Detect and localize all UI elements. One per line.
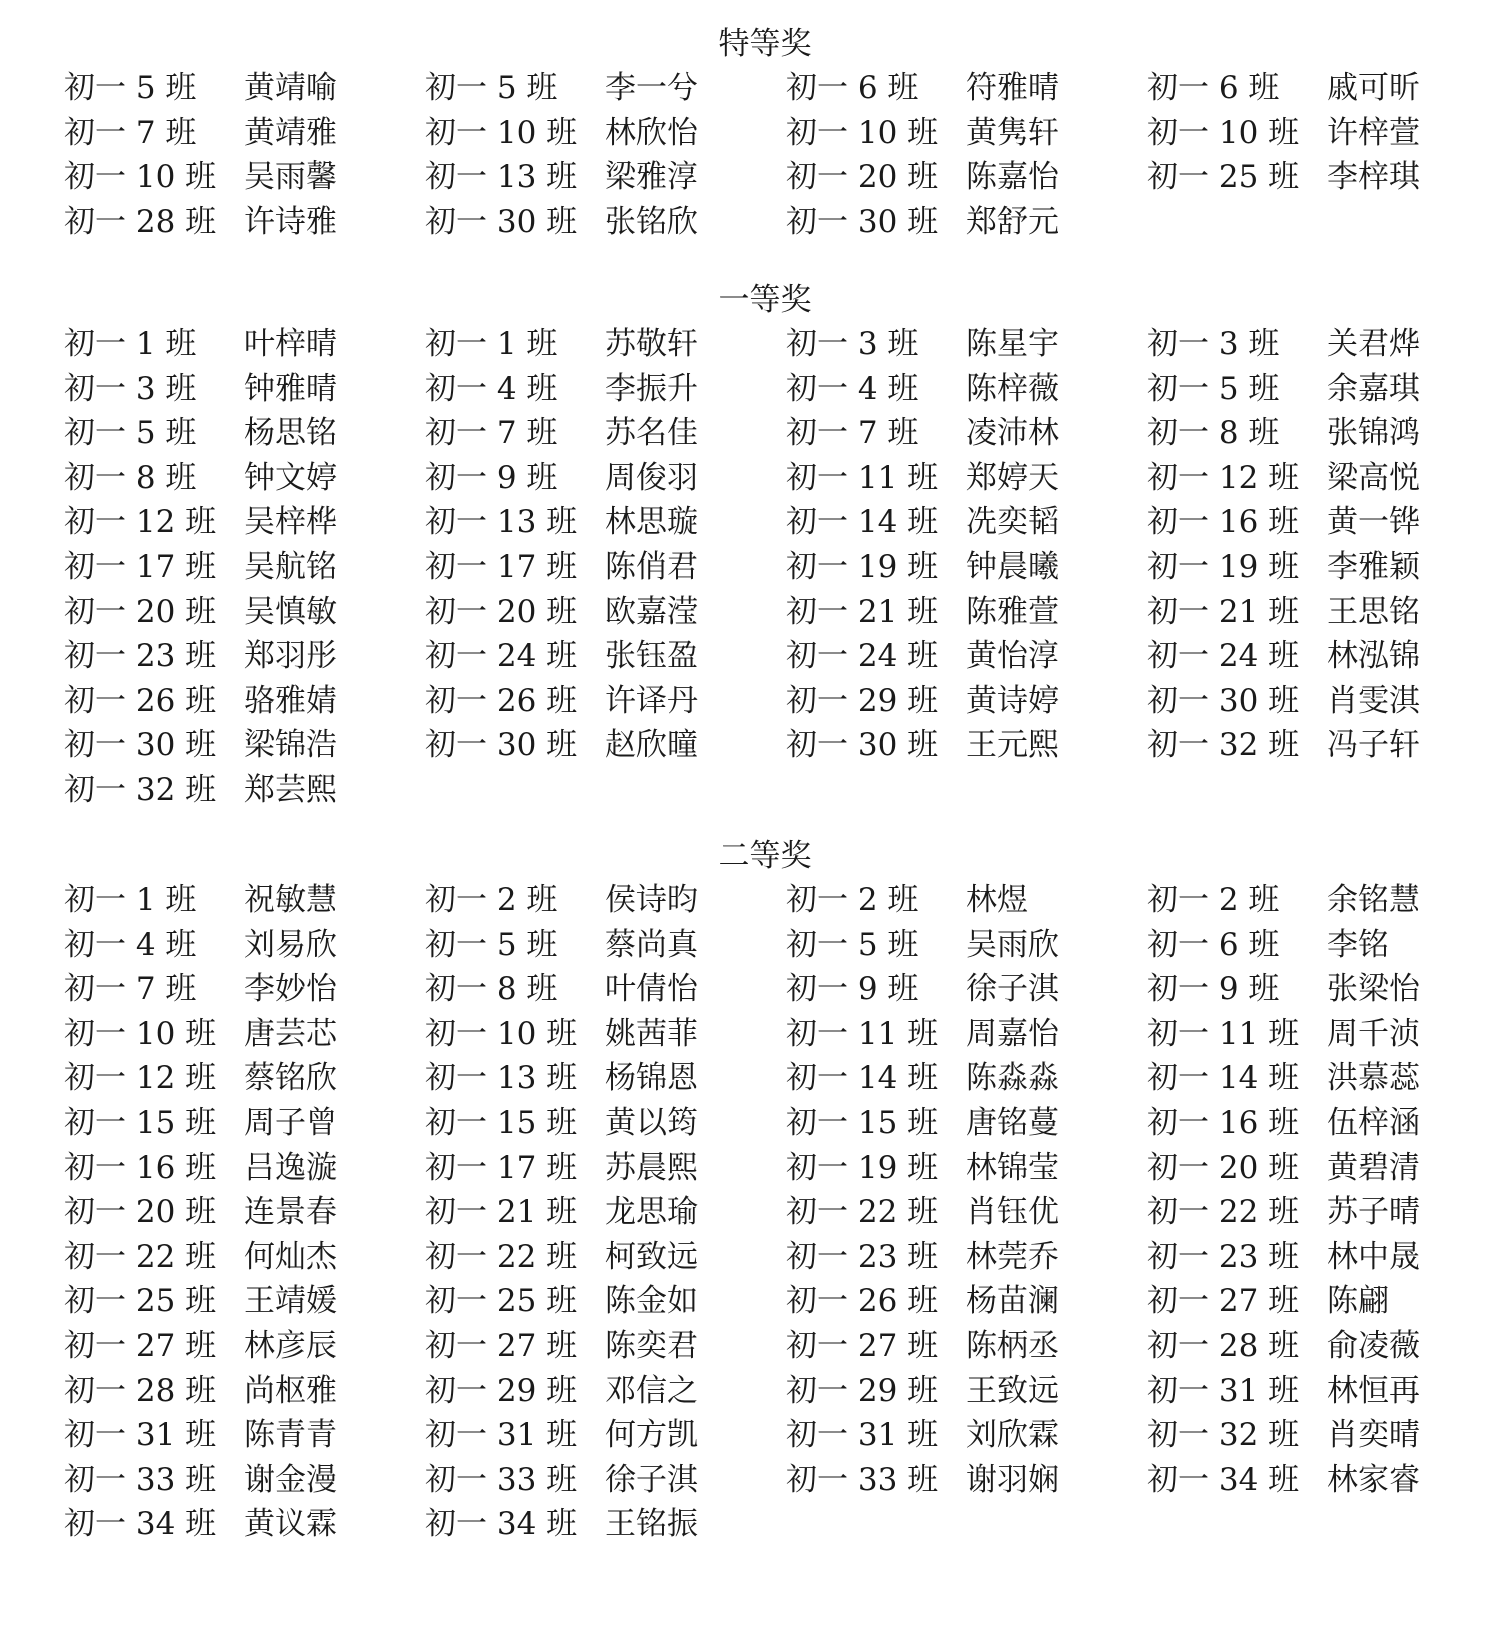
class-label: 初一 12 班 [1147, 459, 1300, 496]
student-name: 周千浈 [1327, 1015, 1420, 1052]
award-row [0, 923, 1500, 968]
class-label: 初一 30 班 [786, 727, 939, 764]
class-label: 初一 16 班 [1147, 504, 1300, 541]
class-label: 初一 31 班 [425, 1417, 578, 1454]
student-name: 许译丹 [605, 682, 698, 719]
student-name: 余铭慧 [1327, 882, 1420, 918]
class-label: 初一 9 班 [425, 459, 558, 496]
student-name: 林泓锦 [1327, 638, 1420, 675]
class-label: 初一 16 班 [1147, 1104, 1300, 1141]
class-label: 初一 6 班 [1147, 70, 1280, 106]
class-label: 初一 30 班 [64, 727, 217, 764]
student-name: 郑婷天 [966, 459, 1059, 496]
student-name: 王元熙 [966, 727, 1059, 764]
student-name: 邓信之 [605, 1372, 698, 1409]
class-label: 初一 28 班 [1147, 1327, 1300, 1364]
class-label: 初一 22 班 [64, 1238, 217, 1275]
student-name: 杨锦恩 [605, 1060, 698, 1097]
award-row [0, 1413, 1500, 1458]
student-name: 尚枢雅 [244, 1372, 337, 1409]
student-name: 周子曾 [244, 1104, 337, 1141]
student-name: 杨思铭 [244, 415, 337, 452]
class-label: 初一 29 班 [425, 1372, 578, 1409]
student-name: 陈梓薇 [966, 370, 1059, 407]
class-label: 初一 34 班 [64, 1506, 217, 1543]
student-name: 黄一铧 [1327, 504, 1420, 541]
award-entries [0, 66, 1500, 244]
class-label: 初一 3 班 [1147, 326, 1280, 362]
class-label: 初一 23 班 [64, 638, 217, 675]
section-title: 特等奖 [718, 26, 812, 62]
class-label: 初一 20 班 [1147, 1149, 1300, 1186]
class-label: 初一 10 班 [786, 114, 939, 151]
award-row [0, 1190, 1500, 1235]
student-name: 林思璇 [605, 504, 698, 541]
class-label: 初一 27 班 [425, 1327, 578, 1364]
student-name: 何方凯 [605, 1417, 698, 1454]
class-label: 初一 23 班 [786, 1238, 939, 1275]
class-label: 初一 25 班 [425, 1283, 578, 1320]
award-row [0, 1458, 1500, 1503]
class-label: 初一 12 班 [64, 504, 217, 541]
award-row [0, 634, 1500, 679]
class-label: 初一 7 班 [786, 415, 919, 452]
student-name: 林锦莹 [966, 1149, 1059, 1186]
student-name: 王致远 [966, 1372, 1059, 1409]
student-name: 林莞乔 [966, 1238, 1059, 1275]
class-label: 初一 7 班 [64, 971, 197, 1008]
student-name: 郑羽彤 [244, 638, 337, 675]
student-name: 陈奕君 [605, 1327, 698, 1364]
class-label: 初一 31 班 [1147, 1372, 1300, 1409]
class-label: 初一 34 班 [425, 1506, 578, 1543]
class-label: 初一 9 班 [1147, 971, 1280, 1008]
class-label: 初一 34 班 [1147, 1461, 1300, 1498]
class-label: 初一 27 班 [1147, 1283, 1300, 1320]
class-label: 初一 4 班 [64, 926, 197, 963]
award-row [0, 1279, 1500, 1324]
student-name: 陈星宇 [966, 326, 1059, 362]
student-name: 黄诗婷 [966, 682, 1059, 719]
student-name: 肖雯淇 [1327, 682, 1420, 719]
class-label: 初一 13 班 [425, 1060, 578, 1097]
class-label: 初一 22 班 [1147, 1194, 1300, 1231]
student-name: 陈青青 [244, 1417, 337, 1454]
student-name: 李梓琪 [1327, 159, 1420, 196]
student-name: 林欣怡 [605, 114, 698, 151]
student-name: 黄隽轩 [966, 114, 1059, 151]
award-row [0, 500, 1500, 545]
award-row [0, 66, 1500, 111]
student-name: 苏敬轩 [605, 326, 698, 362]
class-label: 初一 20 班 [425, 593, 578, 630]
class-label: 初一 23 班 [1147, 1238, 1300, 1275]
class-label: 初一 29 班 [786, 1372, 939, 1409]
award-row [0, 322, 1500, 367]
award-entries [0, 878, 1500, 1547]
class-label: 初一 17 班 [64, 548, 217, 585]
student-name: 周俊羽 [605, 459, 698, 496]
student-name: 苏子晴 [1327, 1194, 1420, 1231]
class-label: 初一 5 班 [64, 70, 197, 106]
student-name: 张铭欣 [605, 203, 698, 240]
class-label: 初一 24 班 [1147, 638, 1300, 675]
student-name: 肖奕晴 [1327, 1417, 1420, 1454]
class-label: 初一 29 班 [786, 682, 939, 719]
class-label: 初一 33 班 [425, 1461, 578, 1498]
student-name: 陈金如 [605, 1283, 698, 1320]
student-name: 黄怡淳 [966, 638, 1059, 675]
class-label: 初一 11 班 [786, 1015, 939, 1052]
class-label: 初一 5 班 [425, 926, 558, 963]
student-name: 冯子轩 [1327, 727, 1420, 764]
student-name: 陈淼淼 [966, 1060, 1059, 1097]
student-name: 连景春 [244, 1194, 337, 1231]
class-label: 初一 33 班 [64, 1461, 217, 1498]
award-row [0, 111, 1500, 156]
class-label: 初一 7 班 [64, 114, 197, 151]
class-label: 初一 3 班 [786, 326, 919, 362]
class-label: 初一 26 班 [425, 682, 578, 719]
student-name: 吴慎敏 [244, 593, 337, 630]
award-row [0, 1324, 1500, 1369]
student-name: 林中晟 [1327, 1238, 1420, 1275]
class-label: 初一 17 班 [425, 1149, 578, 1186]
student-name: 洪慕蕊 [1327, 1060, 1420, 1097]
class-label: 初一 31 班 [64, 1417, 217, 1454]
class-label: 初一 30 班 [425, 203, 578, 240]
student-name: 唐铭蔓 [966, 1104, 1059, 1141]
student-name: 梁锦浩 [244, 727, 337, 764]
student-name: 林家睿 [1327, 1461, 1420, 1498]
student-name: 许梓萱 [1327, 114, 1420, 151]
class-label: 初一 32 班 [1147, 727, 1300, 764]
class-label: 初一 22 班 [425, 1238, 578, 1275]
student-name: 梁高悦 [1327, 459, 1420, 496]
class-label: 初一 16 班 [64, 1149, 217, 1186]
class-label: 初一 7 班 [425, 415, 558, 452]
class-label: 初一 27 班 [64, 1327, 217, 1364]
student-name: 王思铭 [1327, 593, 1420, 630]
class-label: 初一 25 班 [64, 1283, 217, 1320]
student-name: 王靖媛 [244, 1283, 337, 1320]
award-row [0, 679, 1500, 724]
class-label: 初一 12 班 [64, 1060, 217, 1097]
student-name: 柯致远 [605, 1238, 698, 1275]
class-label: 初一 20 班 [64, 1194, 217, 1231]
student-name: 黄议霖 [244, 1506, 337, 1543]
class-label: 初一 28 班 [64, 1372, 217, 1409]
student-name: 李铭 [1327, 926, 1389, 963]
student-name: 李振升 [605, 370, 698, 407]
student-name: 林彦辰 [244, 1327, 337, 1364]
award-row [0, 1146, 1500, 1191]
class-label: 初一 5 班 [425, 70, 558, 106]
class-label: 初一 11 班 [786, 459, 939, 496]
class-label: 初一 21 班 [1147, 593, 1300, 630]
class-label: 初一 14 班 [786, 1060, 939, 1097]
class-label: 初一 4 班 [786, 370, 919, 407]
class-label: 初一 1 班 [64, 326, 197, 362]
student-name: 黄靖喻 [244, 70, 337, 106]
student-name: 吴梓桦 [244, 504, 337, 541]
award-row [0, 1056, 1500, 1101]
class-label: 初一 8 班 [425, 971, 558, 1008]
student-name: 叶倩怡 [605, 971, 698, 1008]
class-label: 初一 1 班 [64, 882, 197, 918]
award-row [0, 456, 1500, 501]
student-name: 张锦鸿 [1327, 415, 1420, 452]
class-label: 初一 5 班 [1147, 370, 1280, 407]
class-label: 初一 31 班 [786, 1417, 939, 1454]
student-name: 侯诗昀 [605, 882, 698, 918]
class-label: 初一 28 班 [64, 203, 217, 240]
student-name: 张钰盈 [605, 638, 698, 675]
class-label: 初一 19 班 [786, 548, 939, 585]
student-name: 骆雅婧 [244, 682, 337, 719]
student-name: 李妙怡 [244, 971, 337, 1008]
student-name: 郑芸熙 [244, 771, 337, 808]
class-label: 初一 15 班 [786, 1104, 939, 1141]
award-row [0, 155, 1500, 200]
class-label: 初一 10 班 [425, 114, 578, 151]
student-name: 谢羽娴 [966, 1461, 1059, 1498]
class-label: 初一 14 班 [786, 504, 939, 541]
student-name: 祝敏慧 [244, 882, 337, 918]
student-name: 陈嘉怡 [966, 159, 1059, 196]
class-label: 初一 33 班 [786, 1461, 939, 1498]
class-label: 初一 10 班 [64, 159, 217, 196]
student-name: 钟文婷 [244, 459, 337, 496]
student-name: 吴雨馨 [244, 159, 337, 196]
student-name: 林煜 [966, 882, 1028, 918]
student-name: 陈俏君 [605, 548, 698, 585]
student-name: 冼奕韬 [966, 504, 1059, 541]
student-name: 肖钰优 [966, 1194, 1059, 1231]
class-label: 初一 5 班 [64, 415, 197, 452]
student-name: 刘易欣 [244, 926, 337, 963]
student-name: 吴航铭 [244, 548, 337, 585]
class-label: 初一 27 班 [786, 1327, 939, 1364]
class-label: 初一 2 班 [786, 882, 919, 918]
class-label: 初一 21 班 [786, 593, 939, 630]
class-label: 初一 19 班 [1147, 548, 1300, 585]
award-row [0, 967, 1500, 1012]
student-name: 徐子淇 [966, 971, 1059, 1008]
award-row [0, 723, 1500, 768]
class-label: 初一 2 班 [1147, 882, 1280, 918]
class-label: 初一 26 班 [64, 682, 217, 719]
award-row [0, 367, 1500, 412]
class-label: 初一 30 班 [425, 727, 578, 764]
class-label: 初一 24 班 [786, 638, 939, 675]
class-label: 初一 32 班 [64, 771, 217, 808]
award-entries [0, 322, 1500, 813]
class-label: 初一 13 班 [425, 159, 578, 196]
student-name: 谢金漫 [244, 1461, 337, 1498]
award-row [0, 200, 1500, 245]
class-label: 初一 4 班 [425, 370, 558, 407]
class-label: 初一 11 班 [1147, 1015, 1300, 1052]
class-label: 初一 30 班 [786, 203, 939, 240]
class-label: 初一 13 班 [425, 504, 578, 541]
student-name: 唐芸芯 [244, 1015, 337, 1052]
class-label: 初一 6 班 [1147, 926, 1280, 963]
class-label: 初一 10 班 [64, 1015, 217, 1052]
class-label: 初一 10 班 [425, 1015, 578, 1052]
student-name: 黄以筠 [605, 1104, 698, 1141]
award-row [0, 1502, 1500, 1547]
class-label: 初一 21 班 [425, 1194, 578, 1231]
student-name: 黄靖雅 [244, 114, 337, 151]
class-label: 初一 5 班 [786, 926, 919, 963]
student-name: 郑舒元 [966, 203, 1059, 240]
class-label: 初一 14 班 [1147, 1060, 1300, 1097]
class-label: 初一 26 班 [786, 1283, 939, 1320]
student-name: 戚可昕 [1327, 70, 1420, 106]
class-label: 初一 8 班 [1147, 415, 1280, 452]
class-label: 初一 25 班 [1147, 159, 1300, 196]
student-name: 何灿杰 [244, 1238, 337, 1275]
student-name: 周嘉怡 [966, 1015, 1059, 1052]
student-name: 苏名佳 [605, 415, 698, 452]
class-label: 初一 24 班 [425, 638, 578, 675]
student-name: 苏晨熙 [605, 1149, 698, 1186]
class-label: 初一 17 班 [425, 548, 578, 585]
class-label: 初一 9 班 [786, 971, 919, 1008]
award-row [0, 545, 1500, 590]
class-label: 初一 1 班 [425, 326, 558, 362]
award-row [0, 878, 1500, 923]
class-label: 初一 20 班 [64, 593, 217, 630]
student-name: 刘欣霖 [966, 1417, 1059, 1454]
student-name: 蔡铭欣 [244, 1060, 337, 1097]
student-name: 赵欣曈 [605, 727, 698, 764]
award-row [0, 1369, 1500, 1414]
section-title: 二等奖 [718, 838, 812, 874]
student-name: 叶梓晴 [244, 326, 337, 362]
student-name: 蔡尚真 [605, 926, 698, 963]
student-name: 李雅颖 [1327, 548, 1420, 585]
class-label: 初一 6 班 [786, 70, 919, 106]
class-label: 初一 30 班 [1147, 682, 1300, 719]
student-name: 徐子淇 [605, 1461, 698, 1498]
award-row [0, 1235, 1500, 1280]
student-name: 符雅晴 [966, 70, 1059, 106]
class-label: 初一 19 班 [786, 1149, 939, 1186]
class-label: 初一 3 班 [64, 370, 197, 407]
student-name: 陈雅萱 [966, 593, 1059, 630]
student-name: 钟雅晴 [244, 370, 337, 407]
student-name: 龙思瑜 [605, 1194, 698, 1231]
class-label: 初一 20 班 [786, 159, 939, 196]
award-row [0, 768, 1500, 813]
student-name: 凌沛林 [966, 415, 1059, 452]
student-name: 钟晨曦 [966, 548, 1059, 585]
class-label: 初一 8 班 [64, 459, 197, 496]
student-name: 陈柄丞 [966, 1327, 1059, 1364]
student-name: 姚茜菲 [605, 1015, 698, 1052]
class-label: 初一 2 班 [425, 882, 558, 918]
student-name: 余嘉琪 [1327, 370, 1420, 407]
student-name: 吴雨欣 [966, 926, 1059, 963]
class-label: 初一 10 班 [1147, 114, 1300, 151]
student-name: 张梁怡 [1327, 971, 1420, 1008]
student-name: 吕逸漩 [244, 1149, 337, 1186]
class-label: 初一 15 班 [64, 1104, 217, 1141]
class-label: 初一 32 班 [1147, 1417, 1300, 1454]
award-row [0, 1012, 1500, 1057]
student-name: 陈翩 [1327, 1283, 1389, 1320]
class-label: 初一 15 班 [425, 1104, 578, 1141]
student-name: 王铭振 [605, 1506, 698, 1543]
student-name: 伍梓涵 [1327, 1104, 1420, 1141]
award-row [0, 1101, 1500, 1146]
student-name: 许诗雅 [244, 203, 337, 240]
section-title: 一等奖 [718, 282, 812, 318]
student-name: 黄碧清 [1327, 1149, 1420, 1186]
student-name: 杨苗澜 [966, 1283, 1059, 1320]
student-name: 李一兮 [605, 70, 698, 106]
student-name: 俞凌薇 [1327, 1327, 1420, 1364]
award-row [0, 590, 1500, 635]
class-label: 初一 22 班 [786, 1194, 939, 1231]
student-name: 林恒再 [1327, 1372, 1420, 1409]
student-name: 关君烨 [1327, 326, 1420, 362]
student-name: 欧嘉滢 [605, 593, 698, 630]
award-row [0, 411, 1500, 456]
student-name: 梁雅淳 [605, 159, 698, 196]
